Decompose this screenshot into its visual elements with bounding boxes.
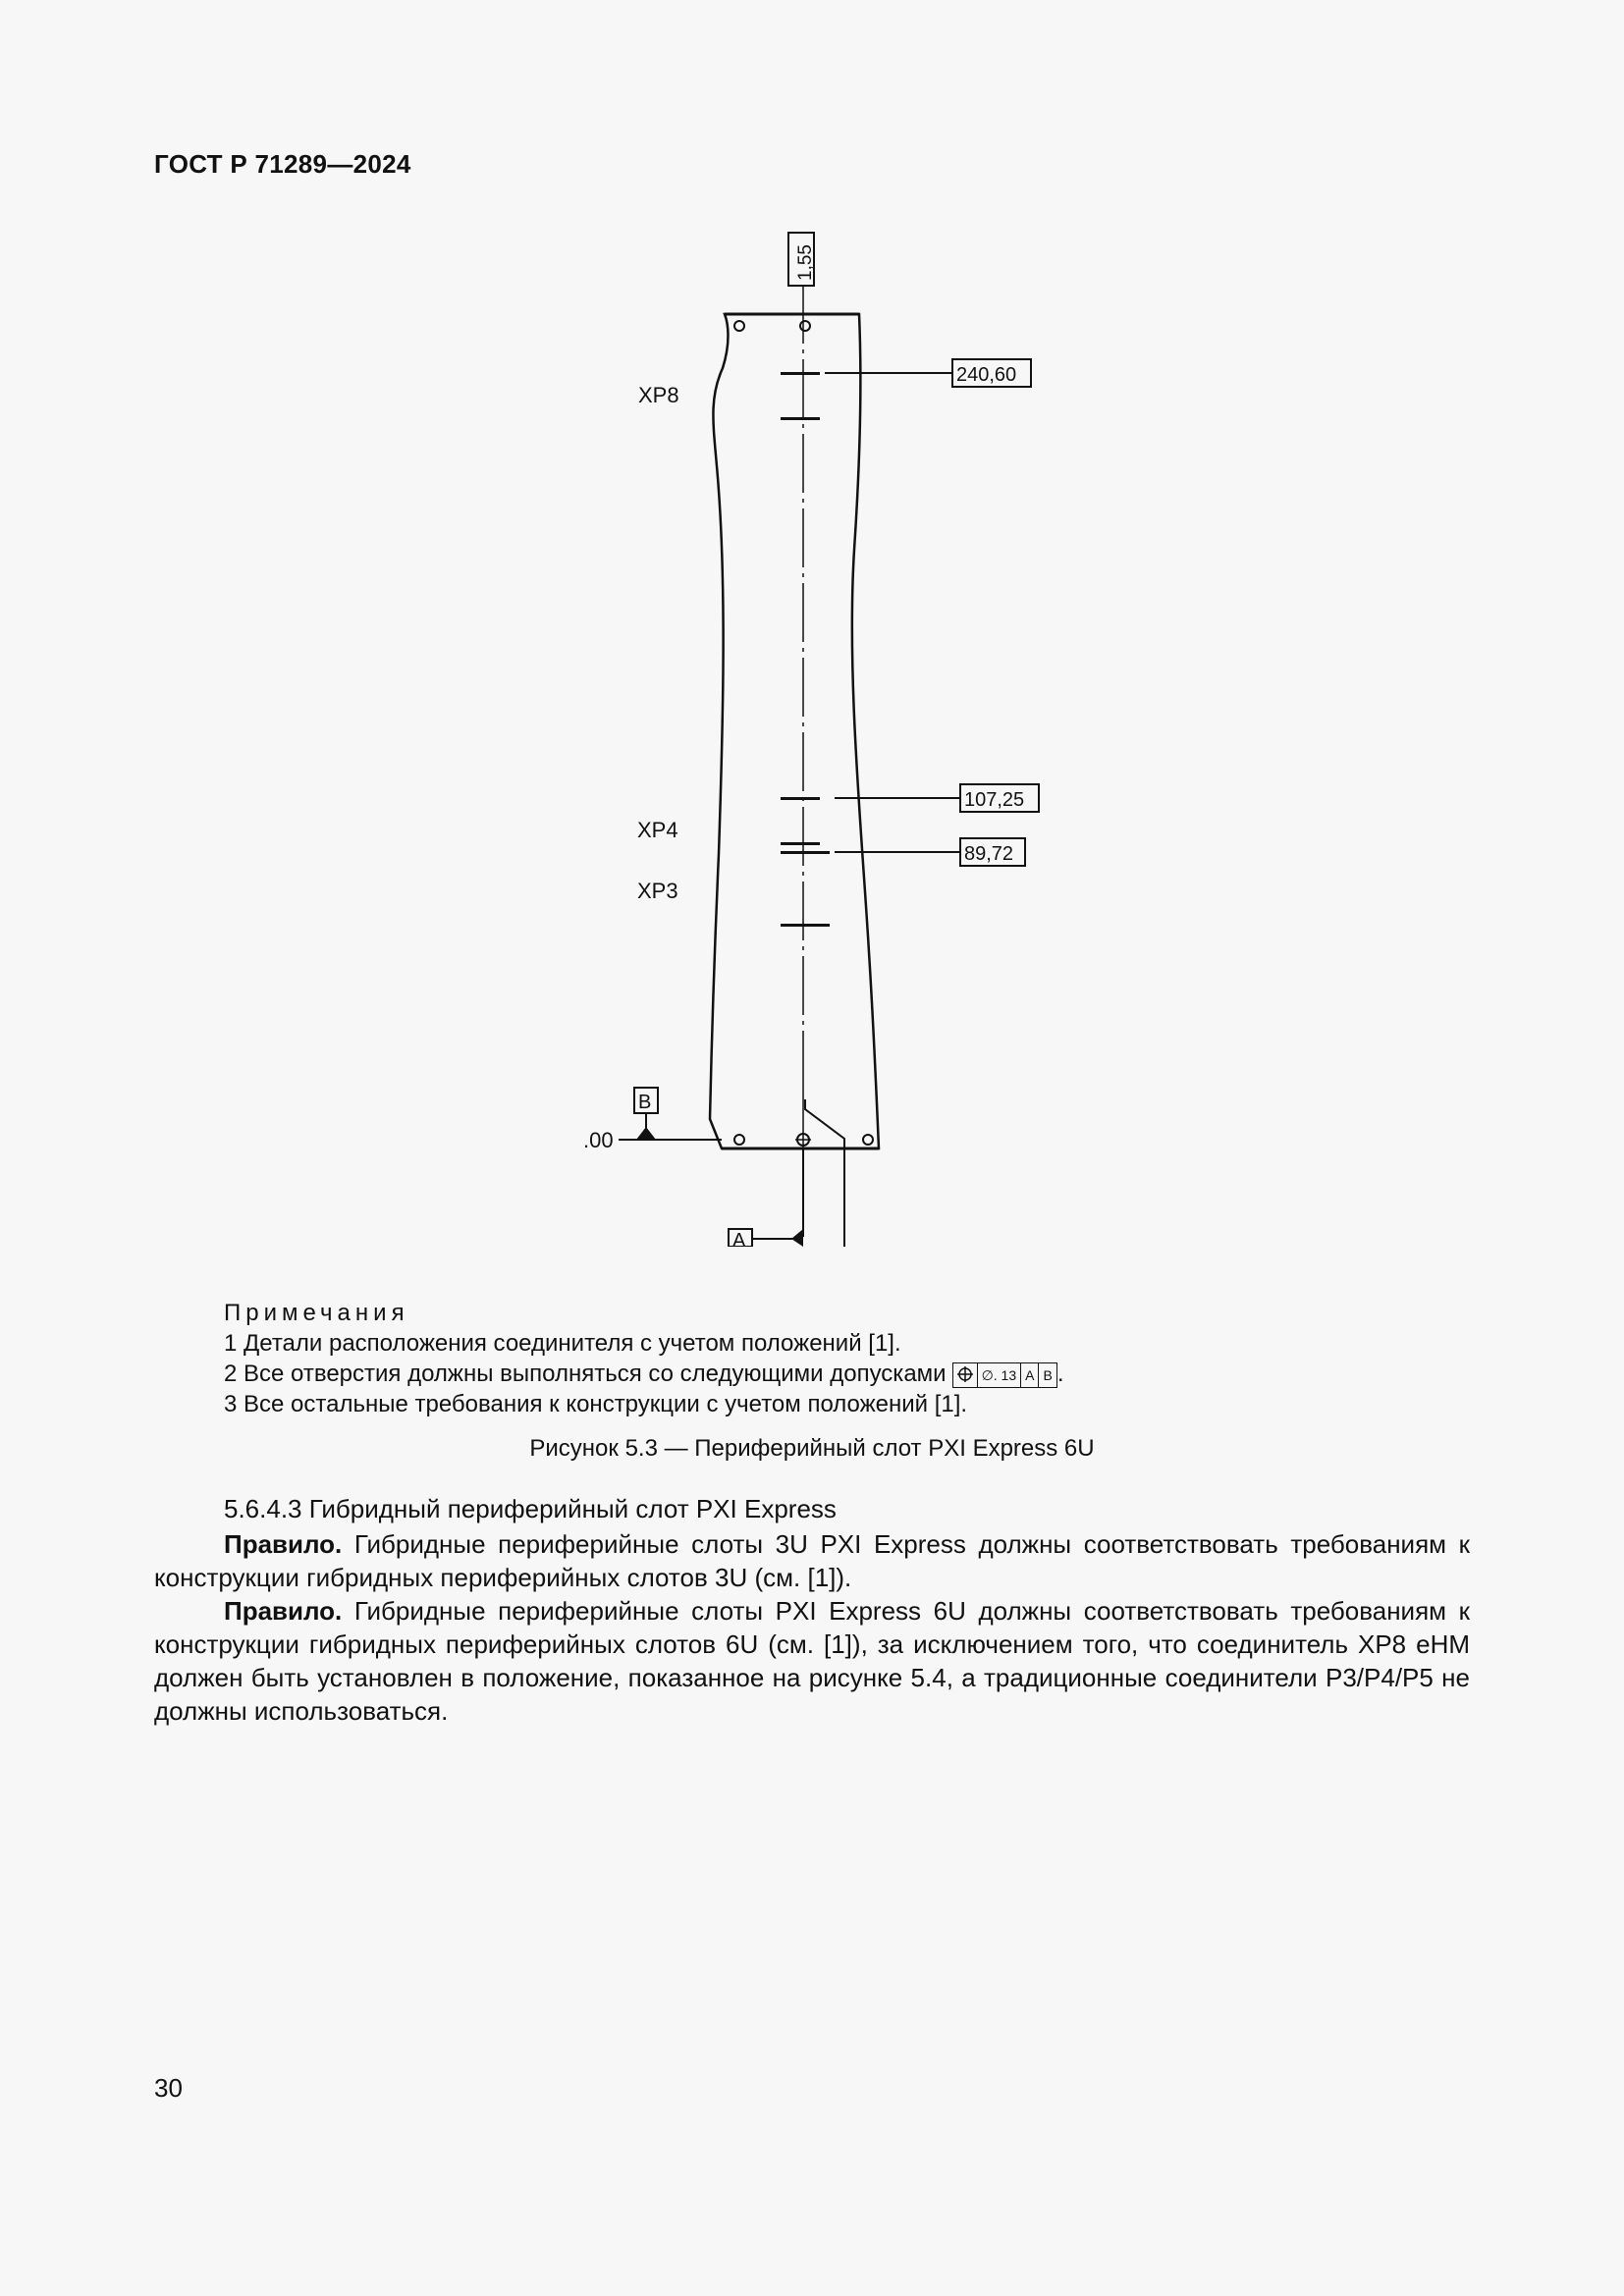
position-tolerance-icon — [953, 1363, 977, 1387]
mounting-hole — [734, 1135, 744, 1145]
notes-title: Примечания — [224, 1300, 409, 1326]
tolerance-ref-b: B — [1038, 1363, 1056, 1387]
dim-top-label: 1,55 — [795, 244, 816, 281]
dim-107-label: 107,25 — [964, 789, 1025, 811]
connector-pins-xp8 — [781, 372, 820, 420]
connector-pins-xp3 — [781, 924, 830, 927]
connector-label-xp3: XP3 — [637, 879, 678, 903]
tolerance-value: ∅. 13 — [977, 1363, 1021, 1387]
note-item: 3 Все остальные требования к конструкции с учетом положений [1]. — [224, 1391, 968, 1417]
page-number: 30 — [154, 2073, 183, 2103]
dim-89-label: 89,72 — [964, 843, 1014, 865]
figure-notes — [224, 1298, 1063, 1419]
tolerance-frame — [952, 1362, 1057, 1388]
paragraph-rule-2: Правило. Гибридные периферийные слоты PXI Express 6U должны соответствовать требованиям к конструкции гибридных периферийных слотов 6U (см. [1]), за исключением того, что соединитель XP8 eHM должен быть установлен в положение, показанное на рисунке 5.4, а традиционные соединители P3/P4/P5 не должны использоваться. — [154, 1596, 1470, 1726]
document-header: ГОСТ Р 71289—2024 — [154, 149, 411, 179]
section-title: 5.6.4.3 Гибридный периферийный слот PXI Express — [224, 1494, 837, 1523]
slot-drawing — [550, 226, 1100, 1247]
datum-a-label: A — [732, 1230, 746, 1247]
baseline-label: .00 — [583, 1128, 614, 1152]
connector-label-xp8: XP8 — [638, 383, 679, 407]
mounting-hole — [734, 321, 744, 331]
board-outline — [710, 314, 879, 1148]
mounting-hole — [800, 321, 810, 331]
mounting-hole — [863, 1135, 873, 1145]
datum-b-label: B — [638, 1092, 652, 1113]
connector-pins-xp4 — [781, 797, 830, 854]
note-item: 2 Все отверстия должны выполняться со следующими допусками ∅. 13 A B . — [224, 1361, 1064, 1387]
figure-pxi-6u-slot — [550, 226, 1100, 1247]
connector-label-xp4: XP4 — [637, 818, 678, 842]
tolerance-ref-a: A — [1020, 1363, 1038, 1387]
dim-240-label: 240,60 — [956, 364, 1017, 386]
note-item: 1 Детали расположения соединителя с учетом положений [1]. — [224, 1330, 901, 1357]
paragraph-rule-1: Правило. Гибридные периферийные слоты 3U PXI Express должны соответствовать требованиям к конструкции гибридных периферийных слотов 3U (см. [1]). — [154, 1529, 1470, 1592]
figure-caption: Рисунок 5.3 — Периферийный слот PXI Express 6U — [529, 1435, 1095, 1462]
